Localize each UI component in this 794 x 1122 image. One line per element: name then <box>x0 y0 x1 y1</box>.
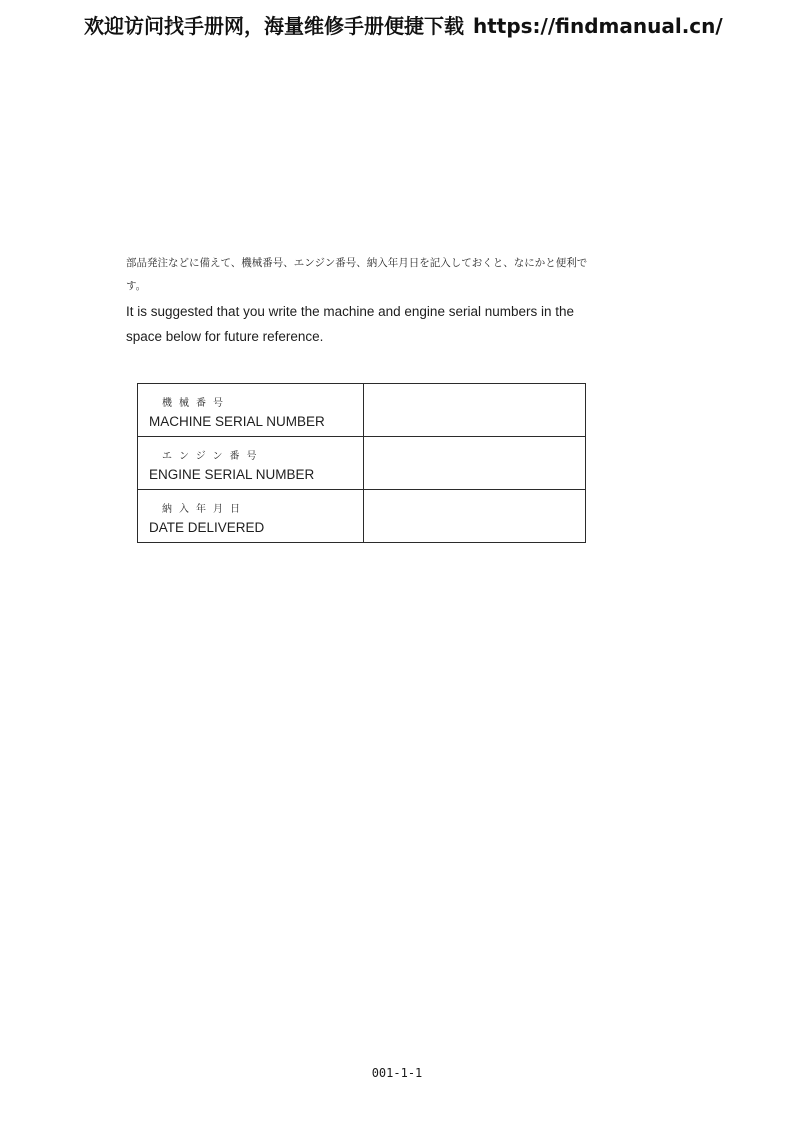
serial-number-table <box>137 383 586 543</box>
table-row <box>138 384 586 437</box>
banner-url-link[interactable]: https://findmanual.cn/ <box>472 14 723 38</box>
table-row <box>138 490 586 543</box>
engine-serial-label-en: ENGINE SERIAL NUMBER <box>149 467 315 482</box>
engine-serial-value-cell <box>364 437 586 490</box>
machine-serial-label-jp: 機械番号 <box>162 398 230 409</box>
english-notice: It is suggested that you write the machine and engine serial numbers in the space below for future reference. <box>126 304 575 344</box>
engine-serial-label-cell <box>138 437 364 490</box>
page-number: 001-1-1 <box>371 1066 423 1080</box>
date-delivered-value-cell <box>364 490 586 543</box>
japanese-notice: 部品発注などに備えて、機械番号、エンジン番号、納入年月日を記入しておくと、なにかと便利です。 <box>126 257 588 292</box>
site-banner <box>84 10 774 42</box>
table-row <box>138 437 586 490</box>
date-delivered-label-en: DATE DELIVERED <box>149 520 265 535</box>
engine-serial-label-jp: エンジン番号 <box>162 451 264 462</box>
date-delivered-label-cell <box>138 490 364 543</box>
banner-text: 欢迎访问找手册网，海量维修手册便捷下载 <box>84 14 464 38</box>
machine-serial-value-cell <box>364 384 586 437</box>
date-delivered-label-jp: 納入年月日 <box>162 504 247 515</box>
machine-serial-label-cell <box>138 384 364 437</box>
machine-serial-label-en: MACHINE SERIAL NUMBER <box>149 414 325 429</box>
